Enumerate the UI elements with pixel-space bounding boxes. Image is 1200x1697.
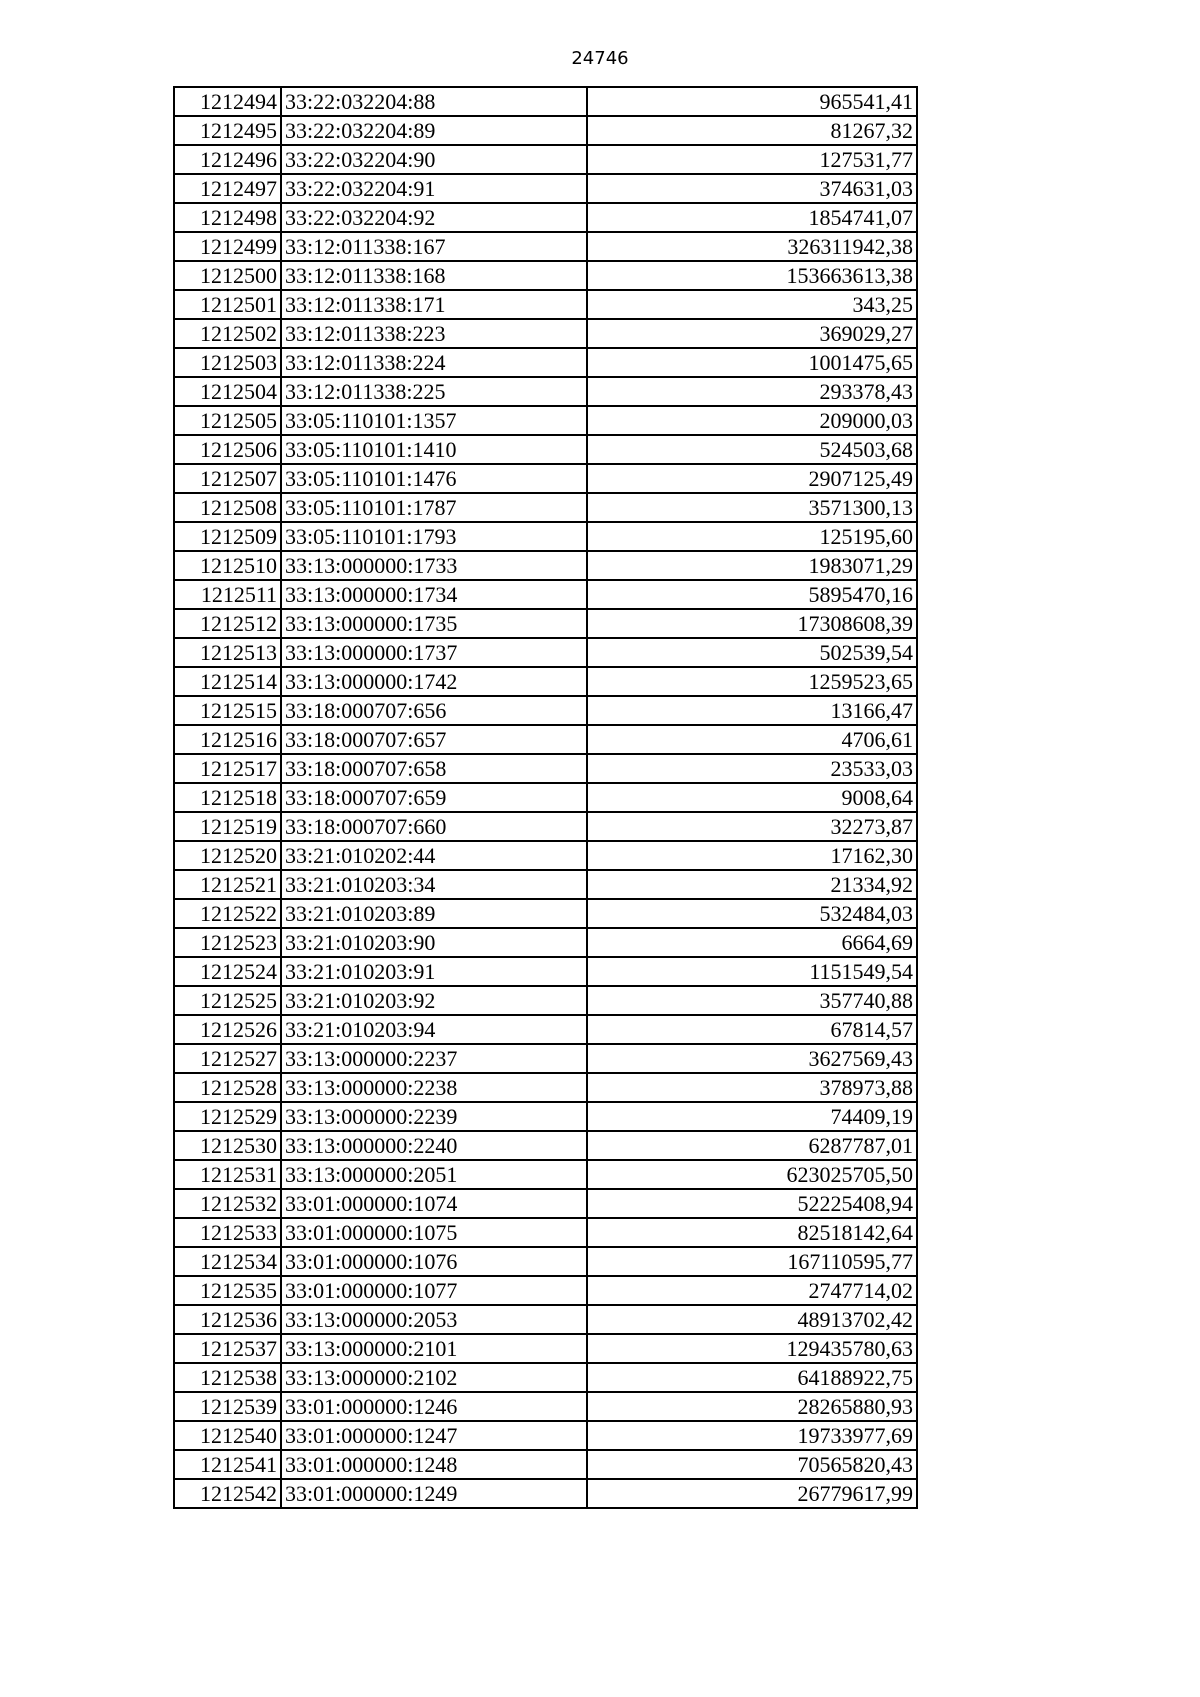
- value-cell: 502539,54: [587, 638, 917, 667]
- table-row: [174, 783, 917, 812]
- value-cell: 326311942,38: [587, 232, 917, 261]
- value-cell: 13166,47: [587, 696, 917, 725]
- value-cell: 3571300,13: [587, 493, 917, 522]
- row-id-cell: 1212525: [174, 986, 281, 1015]
- value-cell: 293378,43: [587, 377, 917, 406]
- value-cell: 965541,41: [587, 87, 917, 116]
- cadastral-number-cell: 33:21:010202:44: [281, 841, 587, 870]
- row-id-cell: 1212511: [174, 580, 281, 609]
- row-id-cell: 1212539: [174, 1392, 281, 1421]
- value-cell: 26779617,99: [587, 1479, 917, 1508]
- cadastral-number-cell: 33:13:000000:1735: [281, 609, 587, 638]
- value-cell: 48913702,42: [587, 1305, 917, 1334]
- cadastral-number-cell: 33:18:000707:656: [281, 696, 587, 725]
- cadastral-number-cell: 33:05:110101:1476: [281, 464, 587, 493]
- cadastral-number-cell: 33:13:000000:2102: [281, 1363, 587, 1392]
- row-id-cell: 1212501: [174, 290, 281, 319]
- table-row: [174, 203, 917, 232]
- row-id-cell: 1212516: [174, 725, 281, 754]
- value-cell: 1983071,29: [587, 551, 917, 580]
- row-id-cell: 1212534: [174, 1247, 281, 1276]
- cadastral-number-cell: 33:21:010203:92: [281, 986, 587, 1015]
- cadastral-number-cell: 33:21:010203:89: [281, 899, 587, 928]
- row-id-cell: 1212532: [174, 1189, 281, 1218]
- table-row: [174, 1421, 917, 1450]
- table-row: [174, 725, 917, 754]
- cadastral-number-cell: 33:21:010203:91: [281, 957, 587, 986]
- row-id-cell: 1212500: [174, 261, 281, 290]
- cadastral-number-cell: 33:13:000000:2238: [281, 1073, 587, 1102]
- table-row: [174, 812, 917, 841]
- table-row: [174, 1479, 917, 1508]
- row-id-cell: 1212527: [174, 1044, 281, 1073]
- table-row: [174, 1102, 917, 1131]
- row-id-cell: 1212503: [174, 348, 281, 377]
- row-id-cell: 1212535: [174, 1276, 281, 1305]
- cadastral-value-table: [173, 86, 918, 1509]
- value-cell: 70565820,43: [587, 1450, 917, 1479]
- cadastral-number-cell: 33:01:000000:1248: [281, 1450, 587, 1479]
- table-row: [174, 377, 917, 406]
- cadastral-number-cell: 33:22:032204:91: [281, 174, 587, 203]
- table-row: [174, 348, 917, 377]
- table-row: [174, 986, 917, 1015]
- value-cell: 74409,19: [587, 1102, 917, 1131]
- table-row: [174, 1363, 917, 1392]
- row-id-cell: 1212505: [174, 406, 281, 435]
- cadastral-number-cell: 33:22:032204:90: [281, 145, 587, 174]
- cadastral-number-cell: 33:13:000000:2240: [281, 1131, 587, 1160]
- table-row: [174, 870, 917, 899]
- row-id-cell: 1212541: [174, 1450, 281, 1479]
- row-id-cell: 1212538: [174, 1363, 281, 1392]
- row-id-cell: 1212499: [174, 232, 281, 261]
- value-cell: 369029,27: [587, 319, 917, 348]
- cadastral-number-cell: 33:22:032204:88: [281, 87, 587, 116]
- cadastral-number-cell: 33:05:110101:1357: [281, 406, 587, 435]
- table-row: [174, 957, 917, 986]
- table-row: [174, 841, 917, 870]
- row-id-cell: 1212517: [174, 754, 281, 783]
- cadastral-number-cell: 33:01:000000:1074: [281, 1189, 587, 1218]
- value-cell: 17308608,39: [587, 609, 917, 638]
- value-cell: 125195,60: [587, 522, 917, 551]
- row-id-cell: 1212537: [174, 1334, 281, 1363]
- cadastral-number-cell: 33:13:000000:1734: [281, 580, 587, 609]
- row-id-cell: 1212531: [174, 1160, 281, 1189]
- cadastral-number-cell: 33:21:010203:90: [281, 928, 587, 957]
- value-cell: 129435780,63: [587, 1334, 917, 1363]
- value-cell: 3627569,43: [587, 1044, 917, 1073]
- row-id-cell: 1212521: [174, 870, 281, 899]
- row-id-cell: 1212494: [174, 87, 281, 116]
- row-id-cell: 1212522: [174, 899, 281, 928]
- cadastral-number-cell: 33:22:032204:89: [281, 116, 587, 145]
- table-row: [174, 1334, 917, 1363]
- cadastral-number-cell: 33:01:000000:1076: [281, 1247, 587, 1276]
- value-cell: 19733977,69: [587, 1421, 917, 1450]
- row-id-cell: 1212526: [174, 1015, 281, 1044]
- value-cell: 357740,88: [587, 986, 917, 1015]
- cadastral-number-cell: 33:12:011338:167: [281, 232, 587, 261]
- table-row: [174, 1131, 917, 1160]
- value-cell: 17162,30: [587, 841, 917, 870]
- cadastral-number-cell: 33:18:000707:658: [281, 754, 587, 783]
- table-row: [174, 406, 917, 435]
- value-cell: 4706,61: [587, 725, 917, 754]
- cadastral-number-cell: 33:21:010203:34: [281, 870, 587, 899]
- table-row: [174, 667, 917, 696]
- table-body: [174, 87, 917, 1508]
- table-row: [174, 232, 917, 261]
- value-cell: 1259523,65: [587, 667, 917, 696]
- row-id-cell: 1212512: [174, 609, 281, 638]
- table-row: [174, 1189, 917, 1218]
- table-row: [174, 493, 917, 522]
- value-cell: 1854741,07: [587, 203, 917, 232]
- cadastral-number-cell: 33:13:000000:2051: [281, 1160, 587, 1189]
- row-id-cell: 1212524: [174, 957, 281, 986]
- cadastral-number-cell: 33:13:000000:1742: [281, 667, 587, 696]
- value-cell: 82518142,64: [587, 1218, 917, 1247]
- table-row: [174, 1160, 917, 1189]
- table-row: [174, 638, 917, 667]
- table-row: [174, 1305, 917, 1334]
- row-id-cell: 1212523: [174, 928, 281, 957]
- table-row: [174, 696, 917, 725]
- table-row: [174, 580, 917, 609]
- row-id-cell: 1212515: [174, 696, 281, 725]
- value-cell: 167110595,77: [587, 1247, 917, 1276]
- value-cell: 532484,03: [587, 899, 917, 928]
- row-id-cell: 1212520: [174, 841, 281, 870]
- value-cell: 28265880,93: [587, 1392, 917, 1421]
- cadastral-number-cell: 33:01:000000:1246: [281, 1392, 587, 1421]
- table-row: [174, 174, 917, 203]
- row-id-cell: 1212507: [174, 464, 281, 493]
- value-cell: 378973,88: [587, 1073, 917, 1102]
- value-cell: 9008,64: [587, 783, 917, 812]
- row-id-cell: 1212508: [174, 493, 281, 522]
- cadastral-number-cell: 33:12:011338:224: [281, 348, 587, 377]
- row-id-cell: 1212498: [174, 203, 281, 232]
- row-id-cell: 1212502: [174, 319, 281, 348]
- table-row: [174, 551, 917, 580]
- row-id-cell: 1212510: [174, 551, 281, 580]
- cadastral-number-cell: 33:12:011338:168: [281, 261, 587, 290]
- cadastral-number-cell: 33:12:011338:171: [281, 290, 587, 319]
- table-row: [174, 928, 917, 957]
- cadastral-number-cell: 33:12:011338:225: [281, 377, 587, 406]
- row-id-cell: 1212519: [174, 812, 281, 841]
- table-row: [174, 319, 917, 348]
- table-row: [174, 1247, 917, 1276]
- cadastral-number-cell: 33:12:011338:223: [281, 319, 587, 348]
- cadastral-number-cell: 33:22:032204:92: [281, 203, 587, 232]
- table-row: [174, 609, 917, 638]
- cadastral-number-cell: 33:13:000000:2239: [281, 1102, 587, 1131]
- table-row: [174, 1450, 917, 1479]
- cadastral-number-cell: 33:05:110101:1787: [281, 493, 587, 522]
- table-row: [174, 145, 917, 174]
- value-cell: 64188922,75: [587, 1363, 917, 1392]
- table-row: [174, 464, 917, 493]
- table-row: [174, 522, 917, 551]
- table-row: [174, 87, 917, 116]
- row-id-cell: 1212542: [174, 1479, 281, 1508]
- value-cell: 23533,03: [587, 754, 917, 783]
- table-row: [174, 1015, 917, 1044]
- page-number: 24746: [571, 48, 629, 69]
- table-row: [174, 1392, 917, 1421]
- value-cell: 623025705,50: [587, 1160, 917, 1189]
- cadastral-number-cell: 33:13:000000:1737: [281, 638, 587, 667]
- value-cell: 21334,92: [587, 870, 917, 899]
- table-row: [174, 261, 917, 290]
- row-id-cell: 1212529: [174, 1102, 281, 1131]
- table-row: [174, 116, 917, 145]
- value-cell: 67814,57: [587, 1015, 917, 1044]
- table-row: [174, 435, 917, 464]
- cadastral-number-cell: 33:01:000000:1247: [281, 1421, 587, 1450]
- cadastral-number-cell: 33:18:000707:659: [281, 783, 587, 812]
- row-id-cell: 1212530: [174, 1131, 281, 1160]
- value-cell: 374631,03: [587, 174, 917, 203]
- table-row: [174, 290, 917, 319]
- value-cell: 6287787,01: [587, 1131, 917, 1160]
- value-cell: 153663613,38: [587, 261, 917, 290]
- table-row: [174, 1044, 917, 1073]
- cadastral-number-cell: 33:13:000000:1733: [281, 551, 587, 580]
- cadastral-number-cell: 33:01:000000:1075: [281, 1218, 587, 1247]
- row-id-cell: 1212536: [174, 1305, 281, 1334]
- table-row: [174, 1073, 917, 1102]
- row-id-cell: 1212540: [174, 1421, 281, 1450]
- value-cell: 52225408,94: [587, 1189, 917, 1218]
- row-id-cell: 1212533: [174, 1218, 281, 1247]
- cadastral-number-cell: 33:01:000000:1077: [281, 1276, 587, 1305]
- row-id-cell: 1212518: [174, 783, 281, 812]
- cadastral-number-cell: 33:13:000000:2237: [281, 1044, 587, 1073]
- value-cell: 2907125,49: [587, 464, 917, 493]
- row-id-cell: 1212528: [174, 1073, 281, 1102]
- value-cell: 1151549,54: [587, 957, 917, 986]
- row-id-cell: 1212506: [174, 435, 281, 464]
- cadastral-number-cell: 33:05:110101:1410: [281, 435, 587, 464]
- cadastral-number-cell: 33:21:010203:94: [281, 1015, 587, 1044]
- cadastral-number-cell: 33:05:110101:1793: [281, 522, 587, 551]
- value-cell: 81267,32: [587, 116, 917, 145]
- value-cell: 1001475,65: [587, 348, 917, 377]
- value-cell: 2747714,02: [587, 1276, 917, 1305]
- value-cell: 209000,03: [587, 406, 917, 435]
- value-cell: 127531,77: [587, 145, 917, 174]
- cadastral-number-cell: 33:18:000707:657: [281, 725, 587, 754]
- table-row: [174, 1218, 917, 1247]
- row-id-cell: 1212514: [174, 667, 281, 696]
- value-cell: 6664,69: [587, 928, 917, 957]
- value-cell: 524503,68: [587, 435, 917, 464]
- value-cell: 343,25: [587, 290, 917, 319]
- value-cell: 5895470,16: [587, 580, 917, 609]
- row-id-cell: 1212496: [174, 145, 281, 174]
- row-id-cell: 1212504: [174, 377, 281, 406]
- cadastral-number-cell: 33:18:000707:660: [281, 812, 587, 841]
- table-row: [174, 899, 917, 928]
- row-id-cell: 1212509: [174, 522, 281, 551]
- cadastral-number-cell: 33:13:000000:2101: [281, 1334, 587, 1363]
- row-id-cell: 1212513: [174, 638, 281, 667]
- row-id-cell: 1212495: [174, 116, 281, 145]
- table-row: [174, 754, 917, 783]
- row-id-cell: 1212497: [174, 174, 281, 203]
- cadastral-number-cell: 33:13:000000:2053: [281, 1305, 587, 1334]
- table-row: [174, 1276, 917, 1305]
- value-cell: 32273,87: [587, 812, 917, 841]
- cadastral-number-cell: 33:01:000000:1249: [281, 1479, 587, 1508]
